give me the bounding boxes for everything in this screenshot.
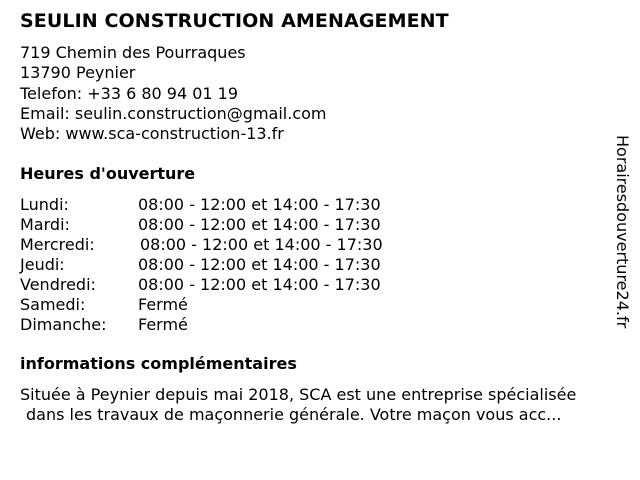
address-line-1: 719 Chemin des Pourraques — [20, 43, 246, 62]
info-heading: informations complémentaires — [20, 354, 297, 373]
hours-row-friday — [20, 275, 460, 295]
hours-row-tuesday — [20, 215, 460, 235]
day-label: Mardi: — [20, 215, 70, 234]
site-watermark: Horairesdouverture24.fr — [613, 135, 632, 329]
hours-row-sunday — [20, 315, 460, 335]
hours-value: 08:00 - 12:00 et 14:00 - 17:30 — [138, 255, 381, 274]
phone-line: Telefon: +33 6 80 94 01 19 — [20, 84, 239, 103]
day-label: Samedi: — [20, 295, 86, 314]
web-line: Web: www.sca-construction-13.fr — [20, 124, 284, 143]
description-line-2: dans les travaux de maçonnerie générale. Votre maçon vous acc... — [26, 405, 562, 424]
hours-row-wednesday — [20, 235, 460, 255]
description-line-1: Située à Peynier depuis mai 2018, SCA est une entreprise spécialisée — [20, 385, 577, 404]
day-label: Lundi: — [20, 195, 69, 214]
hours-value: 08:00 - 12:00 et 14:00 - 17:30 — [138, 215, 381, 234]
address-line-2: 13790 Peynier — [20, 63, 136, 82]
hours-row-monday — [20, 195, 460, 215]
day-label: Jeudi: — [20, 255, 65, 274]
day-label: Mercredi: — [20, 235, 95, 254]
hours-value: 08:00 - 12:00 et 14:00 - 17:30 — [140, 235, 383, 254]
day-label: Dimanche: — [20, 315, 107, 334]
hours-value: Fermé — [138, 315, 188, 334]
hours-row-thursday — [20, 255, 460, 275]
hours-heading: Heures d'ouverture — [20, 164, 196, 183]
business-name: SEULIN CONSTRUCTION AMENAGEMENT — [20, 10, 449, 32]
hours-value: 08:00 - 12:00 et 14:00 - 17:30 — [138, 195, 381, 214]
info-description — [20, 385, 576, 425]
hours-value: Fermé — [138, 295, 188, 314]
email-line: Email: seulin.construction@gmail.com — [20, 104, 327, 123]
hours-row-saturday — [20, 295, 460, 315]
hours-value: 08:00 - 12:00 et 14:00 - 17:30 — [138, 275, 381, 294]
day-label: Vendredi: — [20, 275, 96, 294]
